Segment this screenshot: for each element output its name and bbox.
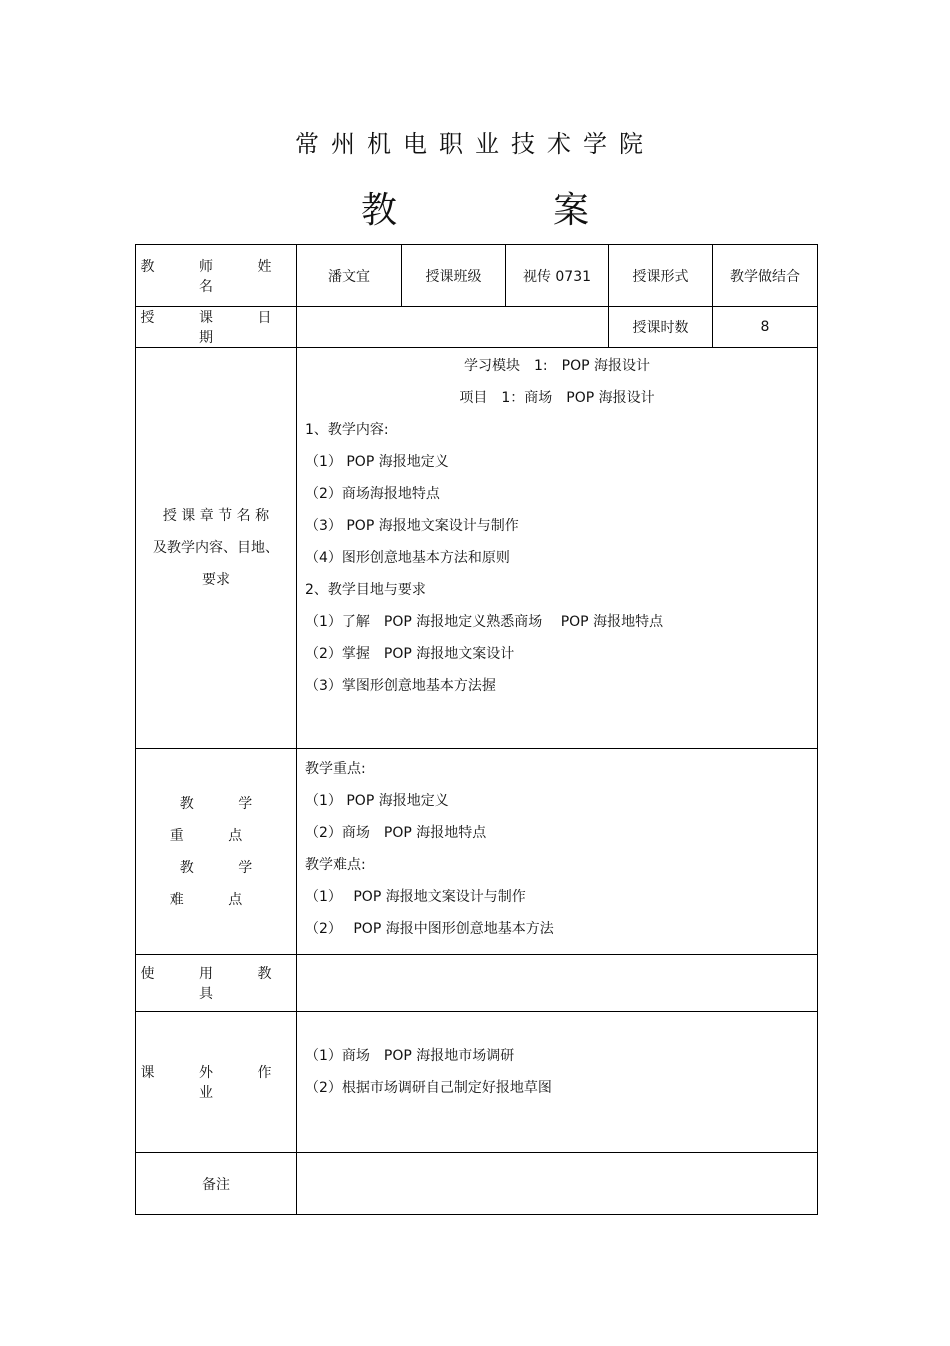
teacher-label: 教 师 姓 名 [140, 258, 292, 295]
document-title: 教 案 [360, 190, 649, 231]
difficulty-item: （2） POP 海报中图形创意地基本方法 [305, 921, 554, 937]
content-item: （1） POP 海报地定义 [305, 454, 449, 470]
row-remarks [136, 1153, 818, 1215]
remarks-value [297, 1153, 818, 1215]
content-heading: 1、教学内容: [305, 422, 389, 438]
chapter-content [297, 348, 818, 749]
chapter-label-line1: 授 课 章 节 名 称 [162, 508, 270, 524]
date-value [297, 307, 609, 348]
teacher-name: 潘文宜 [297, 245, 402, 307]
row-homework [136, 1012, 818, 1153]
tools-value [297, 955, 818, 1012]
content-item: （4）图形创意地基本方法和原则 [305, 550, 510, 566]
difficulty-item: （1） POP 海报地文案设计与制作 [305, 889, 526, 905]
project-title: 项目 1：商场 POP 海报设计 [459, 390, 655, 406]
homework-item: （1）商场 POP 海报地市场调研 [305, 1048, 515, 1064]
chapter-label-line3: 要求 [202, 572, 230, 588]
goal-item: （1）了解 POP 海报地定义熟悉商场 POP 海报地特点 [305, 614, 664, 630]
tools-label: 使 用 教 具 [140, 966, 292, 1002]
difficulty-heading: 教学难点: [305, 857, 366, 873]
class-label: 授课班级 [402, 245, 506, 307]
form-value: 教学做结合 [713, 245, 818, 307]
chapter-label-line2: 及教学内容、目地、 [153, 540, 279, 556]
lesson-plan-table [135, 244, 818, 1215]
key-heading: 教学重点: [305, 761, 366, 777]
class-value: 视传 0731 [506, 245, 609, 307]
row-tools [136, 955, 818, 1012]
content-item: （2）商场海报地特点 [305, 486, 440, 502]
goal-item: （3）掌图形创意地基本方法握 [305, 678, 496, 694]
date-label: 授 课 日 期 [140, 310, 292, 346]
chapter-label [136, 348, 297, 749]
keypoints-content [297, 749, 818, 955]
row-chapter [136, 348, 818, 749]
keypoints-label-line2: 教 学 难 点 [169, 859, 273, 908]
row-keypoints [136, 749, 818, 955]
key-item: （2）商场 POP 海报地特点 [305, 825, 487, 841]
form-label: 授课形式 [609, 245, 713, 307]
homework-item: （2）根据市场调研自己制定好报地草图 [305, 1080, 552, 1096]
module-title: 学习模块 1: POP 海报设计 [464, 358, 650, 374]
hours-value: 8 [713, 307, 818, 348]
key-item: （1） POP 海报地定义 [305, 793, 449, 809]
keypoints-label-line1: 教 学 重 点 [169, 795, 273, 844]
goal-item: （2）掌握 POP 海报地文案设计 [305, 646, 515, 662]
keypoints-label [136, 749, 297, 955]
hours-label: 授课时数 [609, 307, 713, 348]
institution-title: 常州机电职业技术学院 [295, 130, 655, 158]
homework-label: 课 外 作 业 [140, 1065, 292, 1101]
remarks-label: 备注 [136, 1153, 297, 1215]
goal-heading: 2、教学目地与要求 [305, 582, 426, 598]
homework-content [297, 1012, 818, 1153]
row-teacher [136, 245, 818, 307]
content-item: （3） POP 海报地文案设计与制作 [305, 518, 519, 534]
row-date [136, 307, 818, 348]
